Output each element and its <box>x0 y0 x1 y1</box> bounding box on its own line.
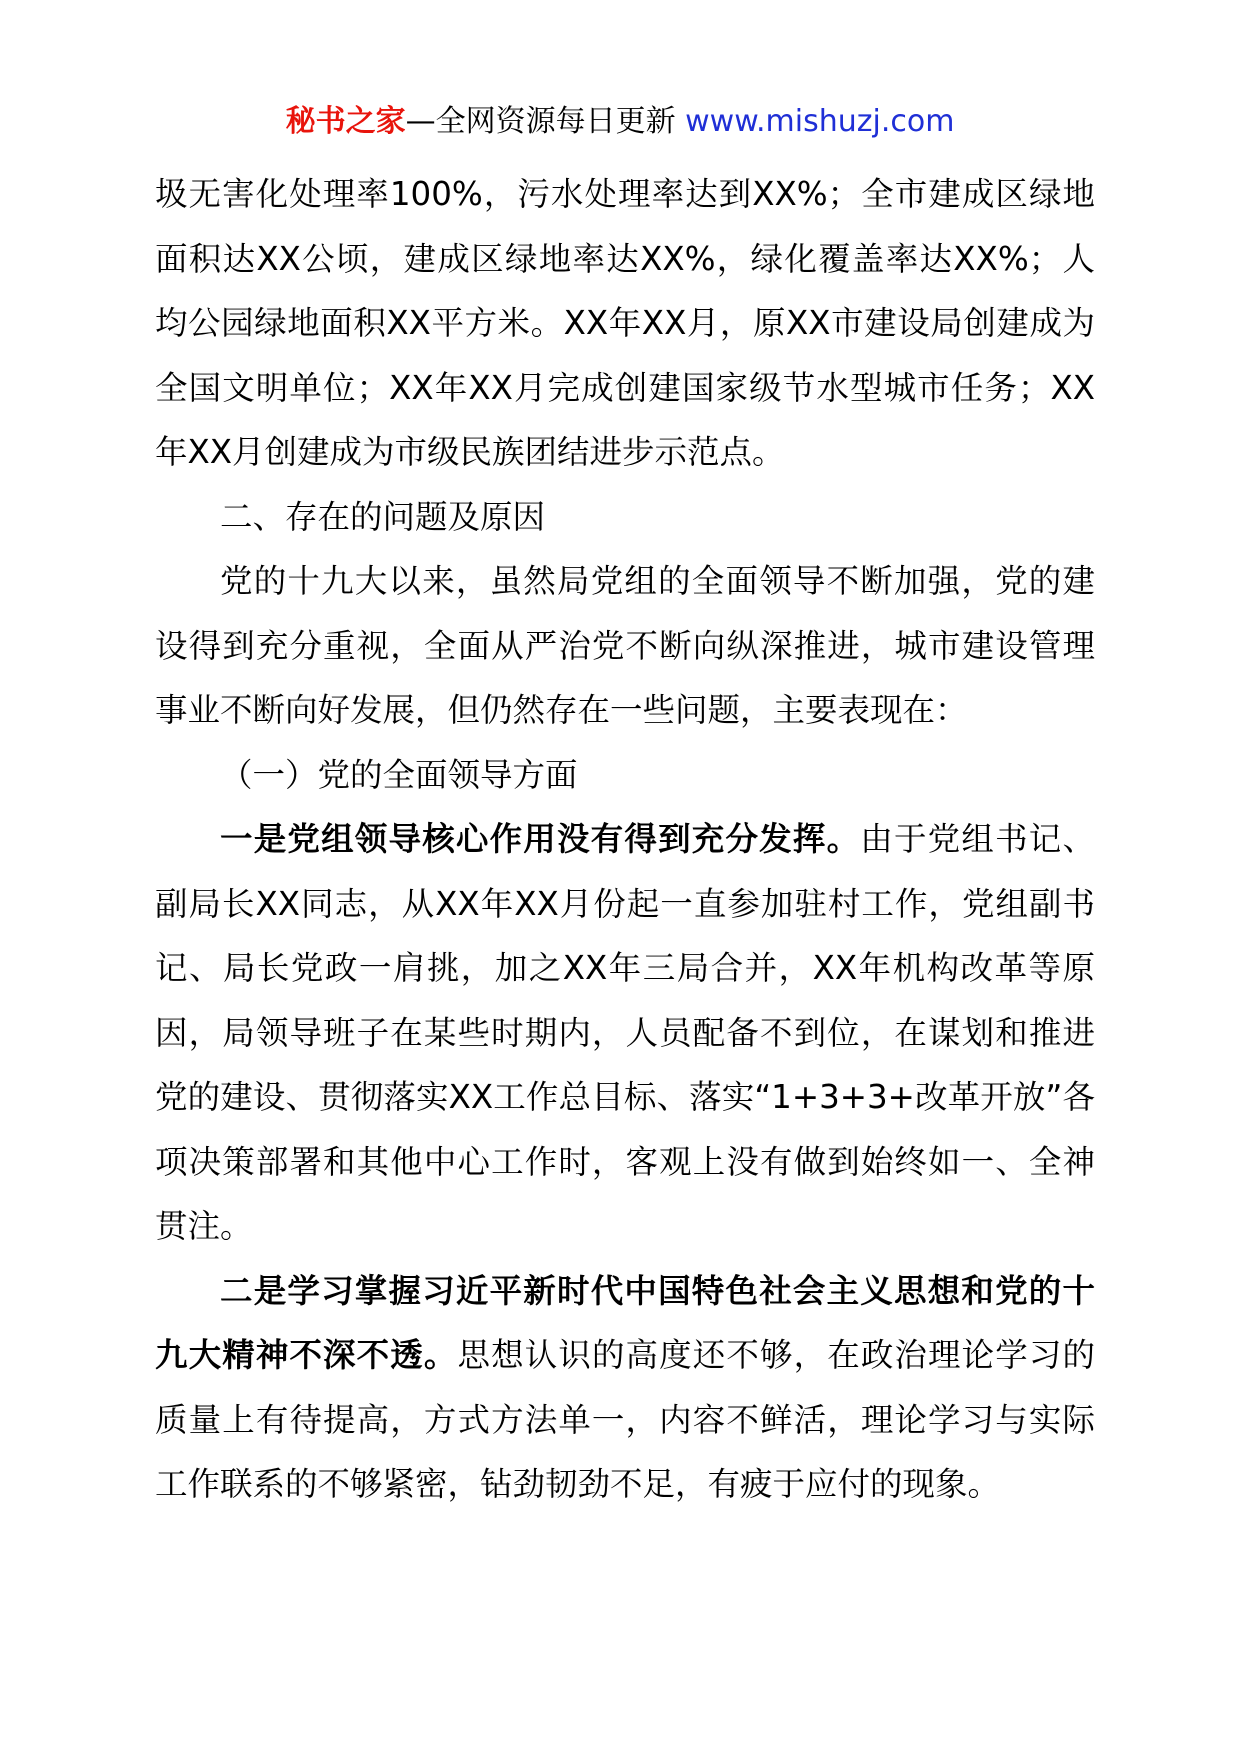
paragraph-continuation: 圾无害化处理率100%，污水处理率达到XX%；全市建成区绿地面积达XX公顷，建成区绿地率达XX%，绿化覆盖率达XX%；人均公园绿地面积XX平方米。XX年XX月，原XX市建设局创建成为全国文明单位；XX年XX月完成创建国家级节水型城市任务；XX年XX月创建成为市级民族团结进步示范点。 <box>155 175 1095 471</box>
paragraph-item-2 <box>155 1259 1095 1517</box>
item-1-body: 由于党组书记、副局长XX同志，从XX年XX月份起一直参加驻村工作，党组副书记、局长党政一肩挑，加之XX年三局合并，XX年机构改革等原因，局领导班子在某些时期内，人员配备不到位，在谋划和推进党的建设、贯彻落实XX工作总目标、落实“1+3+3+改革开放”各项决策部署和其他中心工作时，客观上没有做到始终如一、全神贯注。 <box>155 820 1095 1245</box>
item-2-body: 思想认识的高度还不够，在政治理论学习的质量上有待提高，方式方法单一，内容不鲜活，理论学习与实际工作联系的不够紧密，钻劲韧劲不足，有疲于应付的现象。 <box>155 1336 1095 1503</box>
document-body <box>155 162 1095 1517</box>
paragraph-item-1 <box>155 807 1095 1259</box>
site-url: www.mishuzj.com <box>685 104 955 139</box>
brand-name: 秘书之家 <box>285 104 406 139</box>
item-2-lead: 二是学习掌握习近平新时代中国特色社会主义思想和党的十九大精神不深不透。 <box>155 1271 1095 1374</box>
brand-tagline: —全网资源每日更新 <box>405 104 686 139</box>
site-watermark-header <box>0 102 1240 142</box>
item-1-lead: 一是党组领导核心作用没有得到充分发挥。 <box>220 820 861 858</box>
paragraph-intro: 党的十九大以来，虽然局党组的全面领导不断加强，党的建设得到充分重视，全面从严治党不断向纵深推进，城市建设管理事业不断向好发展，但仍然存在一些问题，主要表现在： <box>155 562 1095 729</box>
subsection-heading-leadership: （一）党的全面领导方面 <box>220 755 578 794</box>
section-heading-problems: 二、存在的问题及原因 <box>220 497 546 536</box>
